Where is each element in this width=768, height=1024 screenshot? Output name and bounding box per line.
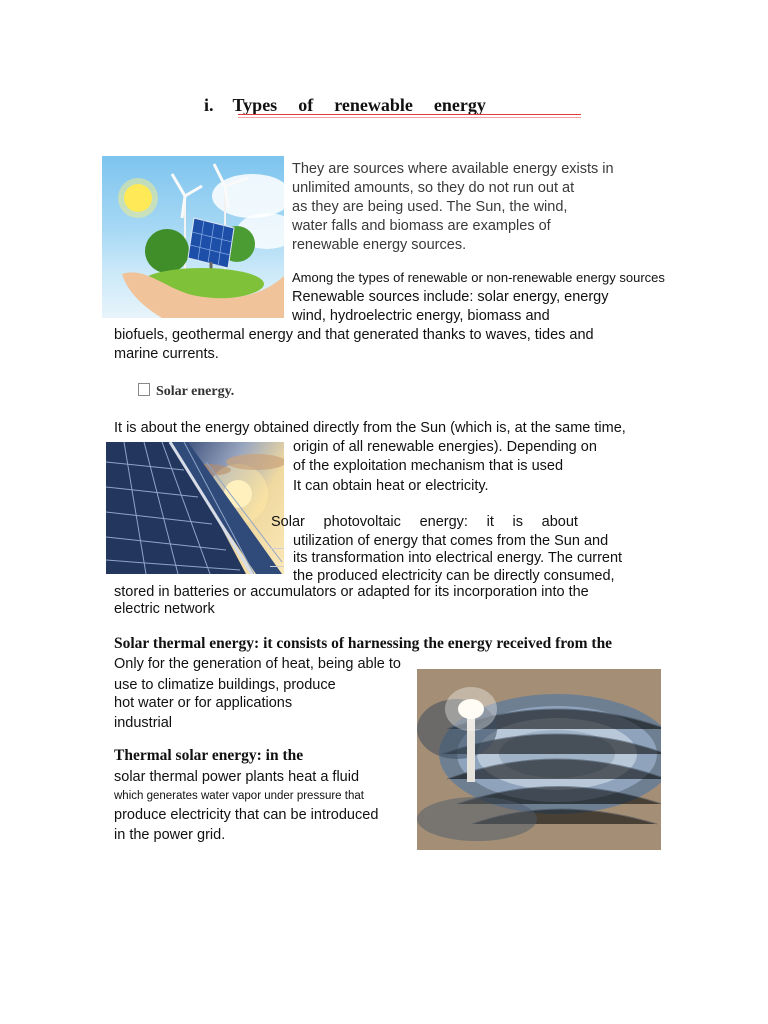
pv-line: electric network: [114, 601, 215, 617]
intro-line: renewable energy sources.: [292, 237, 467, 253]
text-wrap-marker: [270, 548, 284, 549]
pv-line: its transformation into electrical energy. The current: [293, 550, 623, 566]
thermal-plant-heading: Thermal solar energy: in the: [114, 747, 304, 764]
thermal-plant-line: produce electricity that can be introduced: [114, 807, 379, 823]
pv-word: energy:: [419, 514, 468, 530]
thermal-plant-line: solar thermal power plants heat a fluid: [114, 769, 360, 785]
pv-first-line: [271, 513, 578, 532]
intro-line: They are sources where available energy exists in: [292, 161, 614, 177]
types-line: Renewable sources include: solar energy, energy: [292, 289, 609, 305]
pv-word: about: [541, 514, 578, 530]
renewable-energy-illustration: [102, 156, 284, 318]
thermal-line: Only for the generation of heat, being able to: [114, 656, 401, 672]
pv-word: Solar: [271, 514, 305, 530]
solar-line: of the exploitation mechanism that is used: [293, 458, 564, 474]
solar-thermal-plant-photo: [417, 669, 661, 850]
spellcheck-underline: [238, 114, 581, 115]
pv-word: it: [486, 514, 494, 530]
bullet-box-icon: [138, 383, 150, 396]
solar-panels-photo: [106, 442, 284, 574]
page-title: [204, 95, 486, 116]
types-line: biofuels, geothermal energy and that generated thanks to waves, tides and: [114, 327, 594, 343]
types-line: marine currents.: [114, 346, 219, 362]
intro-line: unlimited amounts, so they do not run out at: [292, 180, 575, 196]
pv-word: is: [512, 514, 523, 530]
thermal-plant-line: in the power grid.: [114, 827, 226, 843]
thermal-line: use to climatize buildings, produce: [114, 677, 336, 693]
title-word: Types: [232, 95, 278, 115]
title-word: of: [298, 95, 314, 115]
solar-thermal-heading: Solar thermal energy: it consists of harnessing the energy received from the: [114, 635, 613, 652]
thermal-plant-line: which generates water vapor under pressure that: [114, 790, 364, 802]
intro-line: as they are being used. The Sun, the wind,: [292, 199, 568, 215]
intro-line: water falls and biomass are examples of: [292, 218, 551, 234]
pv-line: the produced electricity can be directly consumed,: [293, 568, 615, 584]
spellcheck-underline-shadow: [238, 117, 581, 118]
pv-line: utilization of energy that comes from the Sun and: [293, 533, 609, 549]
text-wrap-marker: [270, 566, 284, 567]
solar-energy-heading: [138, 383, 234, 400]
types-line: wind, hydroelectric energy, biomass and: [292, 308, 550, 324]
title-word: energy: [433, 95, 486, 115]
pv-word: photovoltaic: [323, 514, 401, 530]
solar-line: It can obtain heat or electricity.: [293, 478, 489, 494]
solar-line: It is about the energy obtained directly from the Sun (which is, at the same time,: [114, 420, 626, 436]
solar-line: origin of all renewable energies). Depending on: [293, 439, 597, 455]
solar-energy-heading-text: Solar energy.: [156, 384, 235, 399]
title-number: i.: [204, 95, 214, 115]
title-word: renewable: [334, 95, 413, 115]
thermal-line: hot water or for applications: [114, 695, 293, 711]
types-heading-line: Among the types of renewable or non-renewable energy sources: [292, 270, 665, 285]
thermal-line: industrial: [114, 715, 173, 731]
pv-line: stored in batteries or accumulators or adapted for its incorporation into the: [114, 584, 589, 600]
